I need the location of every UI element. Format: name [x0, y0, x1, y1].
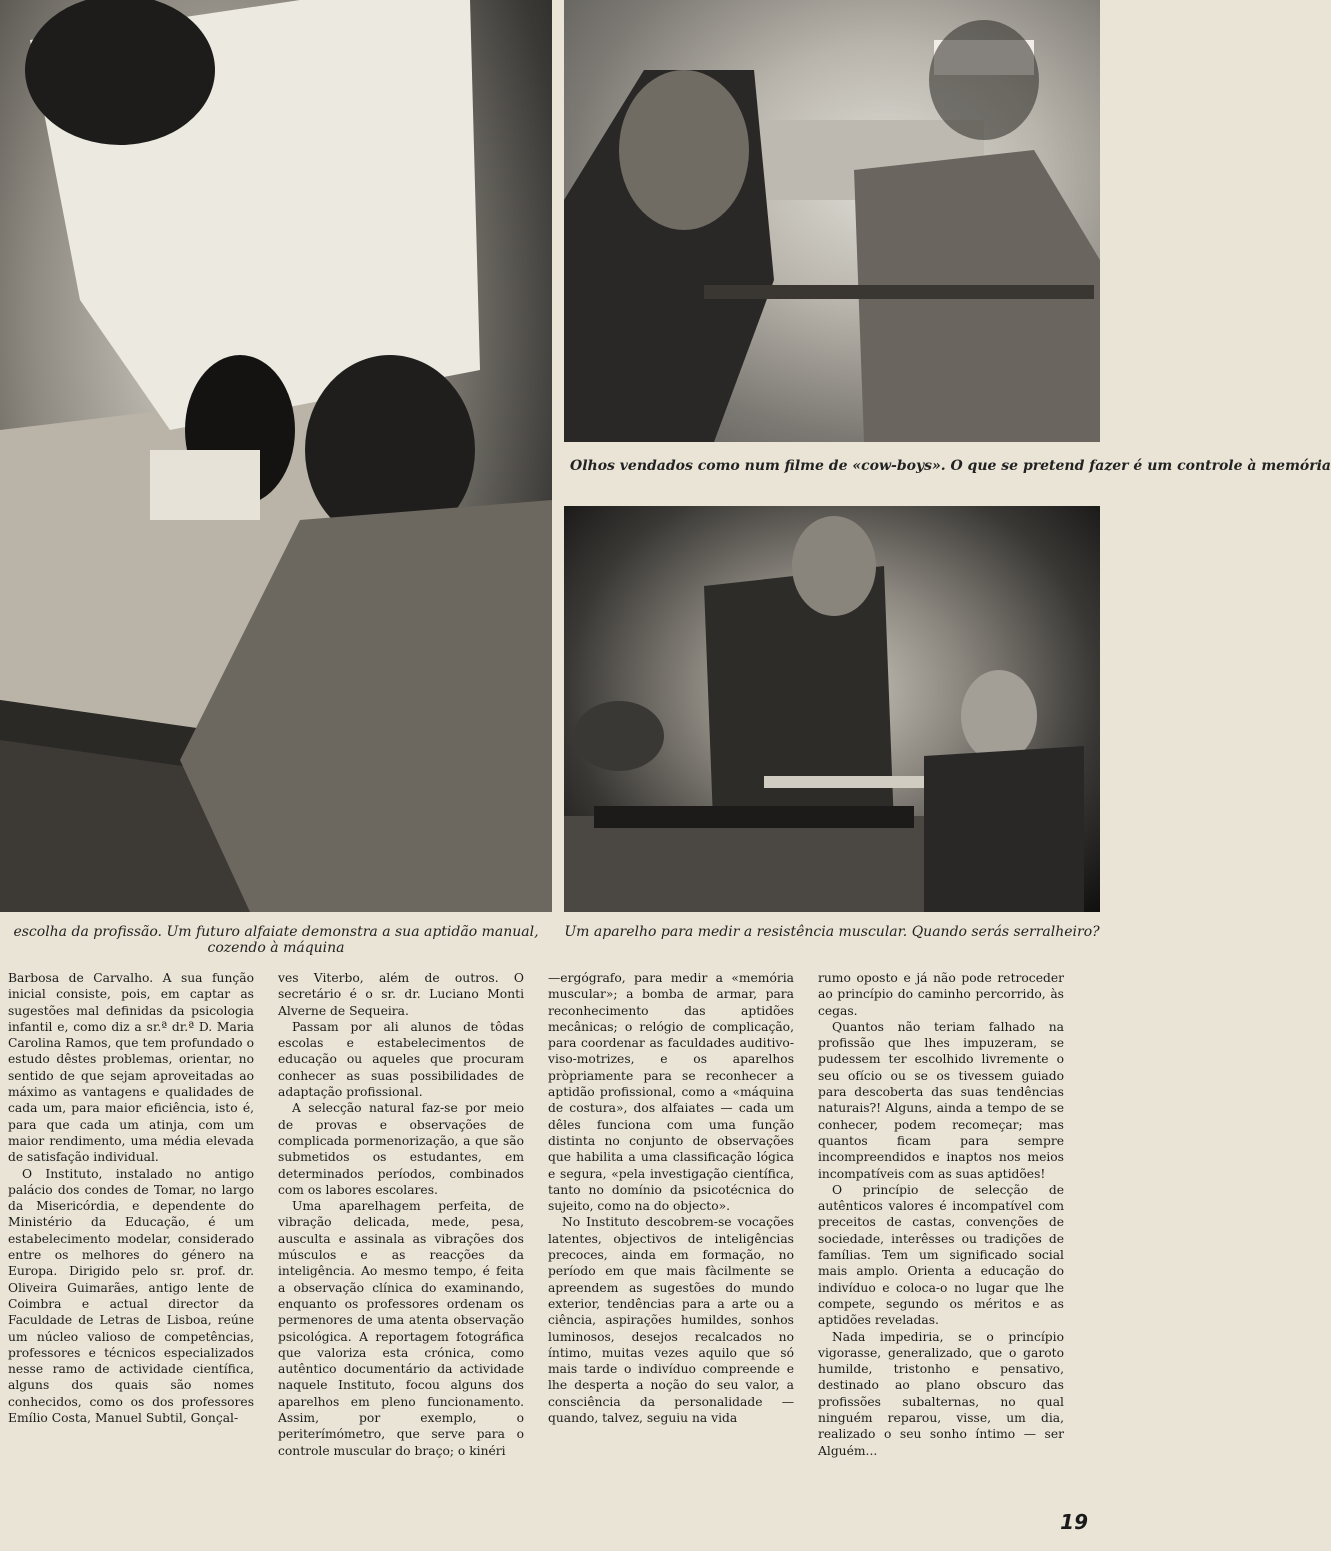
paragraph: Uma aparelhagem perfeita, de vibração delicada, mede, pesa, ausculta e assinala as vibrações dos músculos e as reacções da inteligência. Ao mesmo tempo, é feita a observação clínica do examinando, enquanto os professores ordenam os permenores de uma atenta observação psicológica. A reportagem fotográfica que valoriza esta crónica, como autêntico documentário da actividade naquele Instituto, focou alguns dos aparelhos em pleno funcionamento. Assim, por exemplo, o periterímómetro, que serve para o controle muscular do braço; o kinéri — [278, 1199, 524, 1458]
paragraph: Quantos não teriam falhado na profissão que lhes impuzeram, se pudessem ter escolhido livremente o seu ofício ou se os tivessem guiado para descoberta das suas tendências naturais?! Alguns, ainda a tempo de se conhecer, podem recomeçar; mas quantos ficam para sempre incompreendidos e inaptos nos meios incompatíveis com as suas aptidões! — [818, 1019, 1064, 1181]
photo-ergograph-shapes — [564, 506, 1100, 912]
article-column-4 — [818, 970, 1064, 1510]
caption-blindfold: Olhos vendados como num filme de «cow-boys». O que se pretend fazer é um controle à memória — [570, 458, 1331, 474]
photo-sewing-machine-test — [0, 0, 552, 912]
photo-tailor-shapes — [0, 0, 552, 912]
paragraph: rumo oposto e já não pode retroceder ao princípio do caminho percorrido, às cegas. — [818, 971, 1064, 1018]
photo-blindfold-memory-test — [564, 0, 1100, 442]
paragraph: A selecção natural faz-se por meio de provas e observações de complicada pormenorização, a que são submetidos os estudantes, em determinados períodos, combinados com os labores escolares. — [278, 1101, 524, 1197]
paragraph: O princípio de selecção de autênticos valores é incompatível com preceitos de castas, convenções de sociedade, interêsses ou tradições de famílias. Tem um significado social mais amplo. Orienta a educação do indivíduo e coloca-o no lugar que lhe compete, segundo os méritos e as aptidões reveladas. — [818, 1182, 1064, 1328]
photo-muscular-resistance-test — [564, 506, 1100, 912]
photo-blindfold-shapes — [564, 0, 1100, 442]
caption-ergograph: Um aparelho para medir a resistência muscular. Quando serás serralheiro? — [564, 924, 1100, 940]
paragraph: Nada impediria, se o princípio vigorasse, generalizado, que o garoto humilde, tristonho e pensativo, destinado ao plano obscuro das profissões subalternas, no qual ninguém reparou, visse, um dia, realizado o seu sonho íntimo — ser Alguém... — [818, 1329, 1064, 1458]
caption-tailor: escolha da profissão. Um futuro alfaiate demonstra a sua aptidão manual, cozendo à máquina — [13, 924, 539, 956]
page-number: 19 — [1060, 1510, 1088, 1534]
article-column-2 — [278, 970, 524, 1510]
paragraph: —ergógrafo, para medir a «memória muscular»; a bomba de armar, para reconhecimento das aptidões mecânicas; o relógio de complicação, para coordenar as faculdades auditivo-viso-motrizes, e os aparelhos pròpriamente para se reconhecer a aptidão profissional, como a «máquina de costura», dos alfaiates — cada um dêles funciona com uma função distinta no conjunto de observações que habilita a uma classificação lógica e segura, «pela investigação científica, tanto no domínio da psicotécnica do sujeito, como na do objecto». — [548, 971, 794, 1214]
article-column-1 — [8, 970, 254, 1510]
article-column-3 — [548, 970, 794, 1510]
paragraph: O Instituto, instalado no antigo palácio dos condes de Tomar, no largo da Misericórdia, e dependente do Ministério da Educação, é um estabelecimento modelar, considerado entre os melhores do género na Europa. Dirigido pelo sr. prof. dr. Oliveira Guimarães, antigo lente de Coimbra e actual director da Faculdade de Letras de Lisboa, reúne um núcleo valioso de competências, professores e técnicos especializados nesse ramo de actividade científica, alguns dos quais são nomes conhecidos, como os dos professores Emílio Costa, Manuel Subtil, Gonçal- — [8, 1166, 254, 1426]
paragraph: Barbosa de Carvalho. A sua função inicial consiste, pois, em captar as sugestões mal definidas da psicologia infantil e, como diz a sr.ª dr.ª D. Maria Carolina Ramos, que tem profundado o estudo dêstes problemas, orientar, no sentido de que sejam aproveitadas ao máximo as vantagens e qualidades de cada um, para maior eficiência, isto é, para que cada um atinja, com um maior rendimento, uma média elevada de satisfação individual. — [8, 971, 254, 1165]
paragraph: Passam por ali alunos de tôdas escolas e estabelecimentos de educação ou aqueles que procuram conhecer as suas possibilidades de adaptação profissional. — [278, 1019, 524, 1100]
paragraph: No Instituto descobrem-se vocações latentes, objectivos de inteligências precoces, ainda em formação, no período em que mais fàcilmente se apreendem as sugestões do mundo exterior, tendências para a arte ou a ciência, aspirações humildes, sonhos luminosos, desejos recalcados no íntimo, muitas vezes aquilo que só mais tarde o indivíduo compreende e lhe desperta a noção do seu valor, a consciência da personalidade — quando, talvez, seguiu na vida — [548, 1215, 794, 1426]
paragraph: ves Viterbo, além de outros. O secretário é o sr. dr. Luciano Monti Alverne de Sequeira. — [278, 971, 524, 1018]
